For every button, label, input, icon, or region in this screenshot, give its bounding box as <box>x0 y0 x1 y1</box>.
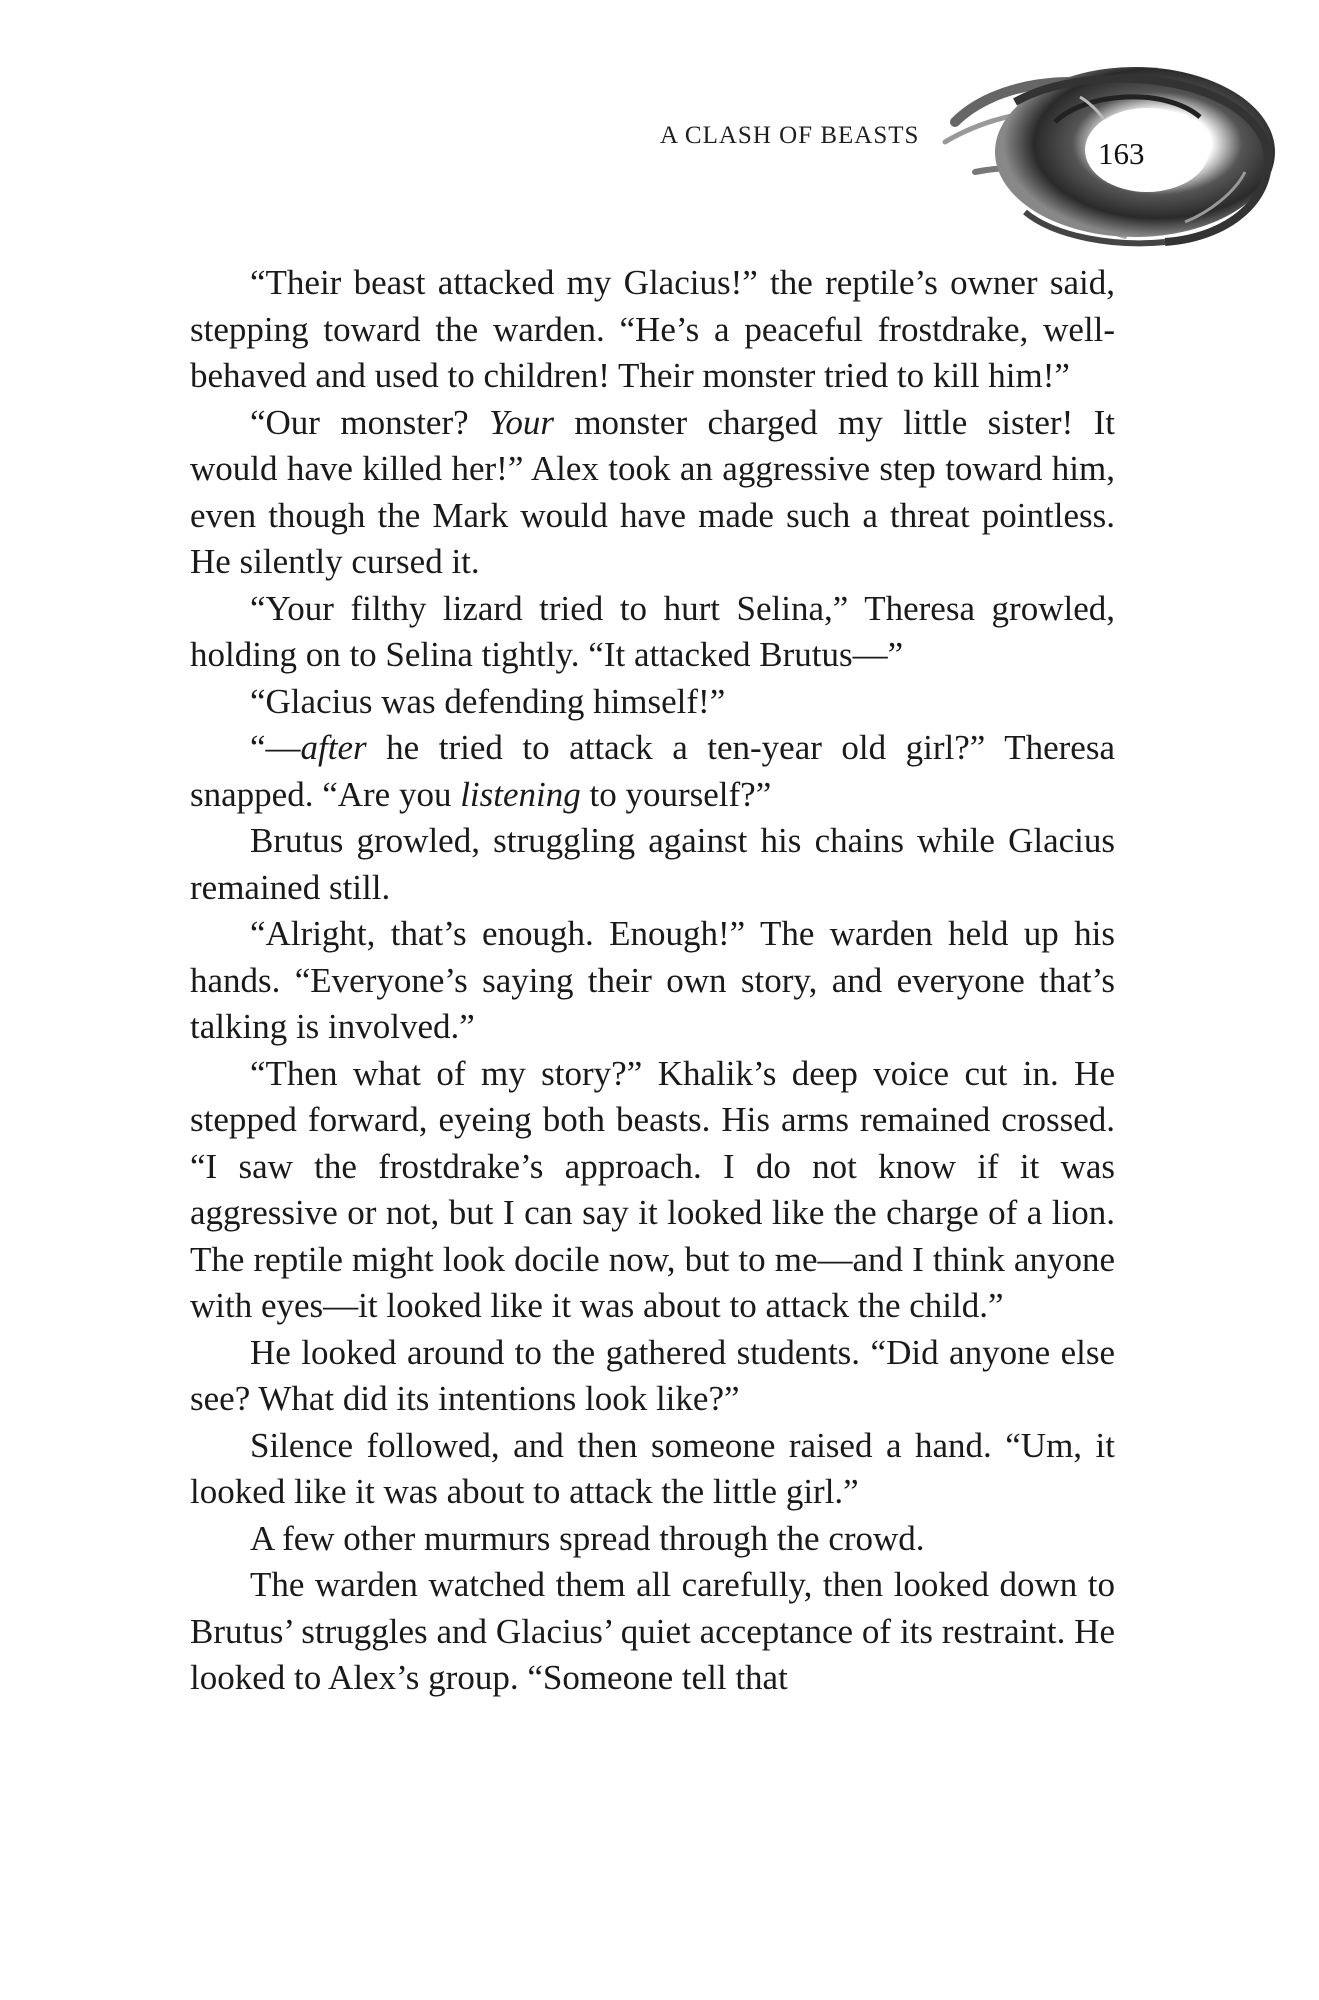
page-number: 163 <box>1098 136 1145 171</box>
text-run: “— <box>250 728 301 767</box>
paragraph <box>190 818 1115 911</box>
paragraph <box>190 679 1115 726</box>
paragraph <box>190 1330 1115 1423</box>
paragraph <box>190 1423 1115 1516</box>
text-run: “Then what of my story?” Khalik’s deep voice cut in. He stepped forward, eyeing both beasts. His arms remained crossed. “I saw the frostdrake’s approach. I do not know if it was aggressive or not, but I can say it looked like the charge of a lion. The reptile might look docile now, but to me—and I think anyone with eyes—it looked like it was about to attack the child.” <box>190 1053 1115 1325</box>
text-run: “Your filthy lizard tried to hurt Selina,” Theresa growled, holding on to Selina tightly. “It attacked Brutus—” <box>190 588 1115 674</box>
text-run: The warden watched them all carefully, then looked down to Brutus’ struggles and Glacius’ quiet acceptance of its restraint. He looked to Alex’s group. “Someone tell that <box>190 1565 1115 1697</box>
text-run: “Their beast attacked my Glacius!” the reptile’s owner said, stepping toward the warden. “He’s a peaceful frostdrake, well-behaved and used to children! Their monster tried to kill him!” <box>190 263 1115 395</box>
running-head: A CLASH OF BEASTS <box>660 122 920 149</box>
text-run: Brutus growled, struggling against his chains while Glacius remained still. <box>190 821 1115 907</box>
text-run: “Glacius was defending himself!” <box>250 681 726 721</box>
text-run: monster charged my little sister! It would have killed her!” Alex took an aggressive step toward him, even though the Mark would have made such a threat pointless. He silently cursed it. <box>190 402 1115 581</box>
italic-run: listening <box>460 774 581 814</box>
text-run: “Alright, that’s enough. Enough!” The warden held up his hands. “Everyone’s saying their own story, and everyone that’s talking is involved.” <box>190 914 1115 1046</box>
body-text <box>190 260 1115 1702</box>
paragraph <box>190 1516 1115 1563</box>
text-run: he tried to attack a ten-year old girl?” Theresa snapped. “Are you <box>190 728 1115 814</box>
text-run: He looked around to the gathered students. “Did anyone else see? What did its intentions look like?” <box>190 1332 1115 1418</box>
text-run: “Our monster? <box>250 402 490 442</box>
paragraph <box>190 586 1115 679</box>
text-run: to yourself?” <box>580 774 772 814</box>
paragraph <box>190 400 1115 586</box>
paragraph <box>190 1562 1115 1702</box>
text-run: Silence followed, and then someone raised a hand. “Um, it looked like it was about to attack the little girl.” <box>190 1425 1115 1511</box>
paragraph <box>190 260 1115 400</box>
italic-run: after <box>300 728 367 767</box>
paragraph <box>190 725 1115 818</box>
paragraph <box>190 911 1115 1051</box>
text-run: A few other murmurs spread through the crowd. <box>250 1518 925 1558</box>
paragraph <box>190 1051 1115 1330</box>
italic-run: Your <box>489 402 554 442</box>
